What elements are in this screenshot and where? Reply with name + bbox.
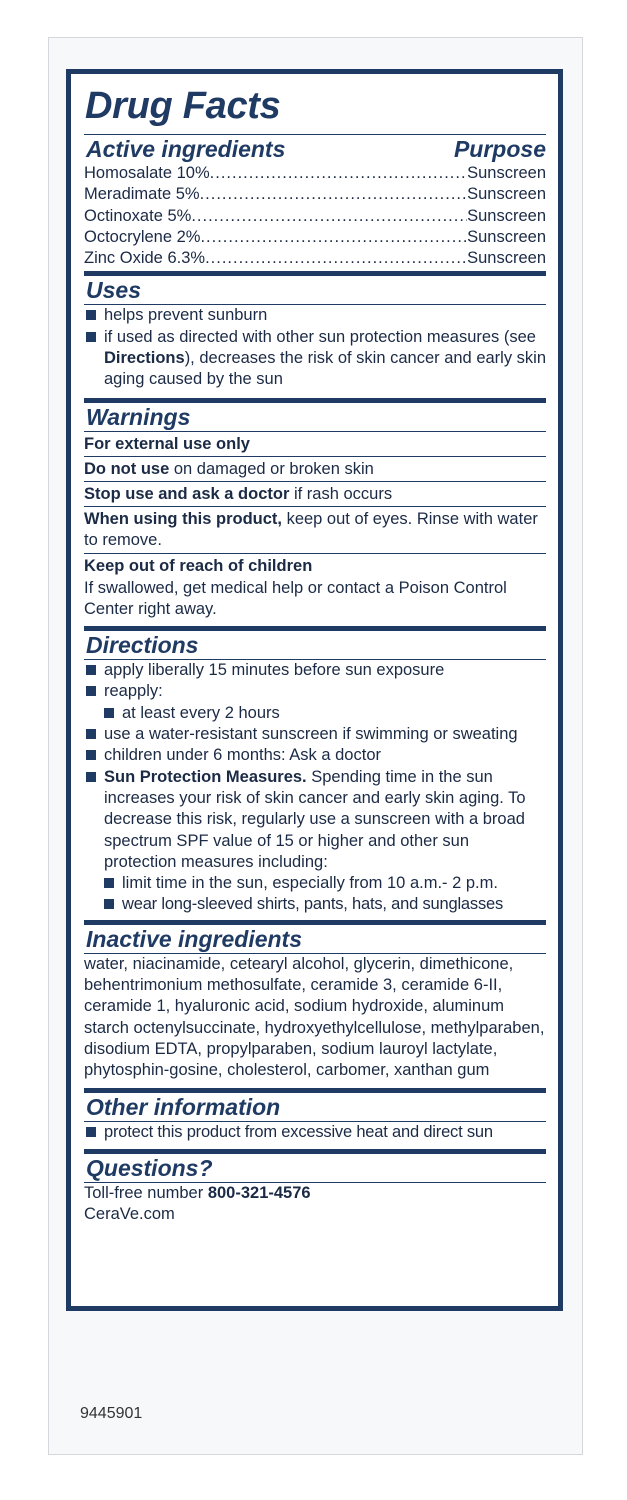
other-information-heading: Other information [86, 1093, 281, 1120]
warning-stop-use: Stop use and ask a doctor if rash occurs [84, 484, 393, 503]
questions-heading: Questions? [86, 1154, 213, 1181]
drug-facts-panel [66, 69, 563, 1311]
list-item: protect this product from excessive heat and direct sun [84, 1122, 546, 1143]
list-item: children under 6 months: Ask a doctor [84, 745, 546, 766]
bullet-square-icon [104, 899, 114, 909]
warning-do-not-use: Do not use on damaged or broken skin [84, 459, 374, 478]
active-ingredients-header [84, 135, 546, 163]
uses-heading: Uses [86, 277, 141, 304]
ingredient-purpose: Sunscreen [467, 227, 546, 246]
website: CeraVe.com [84, 1205, 175, 1224]
warning-external: For external use only [84, 434, 250, 453]
bullet-square-icon [86, 332, 96, 342]
list-item: if used as directed with other sun protection measures (see Directions), decreases the risk of skin cancer and early skin aging caused by the sun [84, 327, 546, 391]
warning-keep-out: Keep out of reach of children [84, 557, 313, 576]
active-ingredients-list [84, 163, 546, 269]
bullet-square-icon [86, 750, 96, 760]
list-item: helps prevent sunburn [84, 305, 546, 326]
bullet-square-icon [86, 310, 96, 320]
ingredient-name: Meradimate 5% [84, 185, 200, 204]
ingredient-purpose: Sunscreen [467, 164, 546, 182]
sub-list-item: wear long-sleeved shirts, pants, hats, and sunglasses [84, 894, 546, 915]
warning-when-using: When using this product, keep out of eyes. Rinse with water to remove. [84, 509, 538, 549]
active-ingredients-heading: Active ingredients [86, 136, 286, 162]
ingredient-row [84, 163, 546, 184]
ingredient-purpose: Sunscreen [467, 206, 546, 225]
sub-list-item: at least every 2 hours [84, 703, 546, 724]
bullet-square-icon [86, 1127, 96, 1137]
ingredient-row [84, 248, 546, 269]
bullet-square-icon [104, 708, 114, 718]
list-item: apply liberally 15 minutes before sun exposure [84, 660, 546, 681]
drug-facts-title: Drug Facts [85, 85, 281, 127]
bullet-square-icon [86, 772, 96, 782]
phone-number: 800-321-4576 [207, 1183, 311, 1202]
bullet-square-icon [86, 686, 96, 696]
purpose-heading: Purpose [453, 136, 546, 162]
inactive-ingredients-heading: Inactive ingredients [86, 925, 303, 952]
ingredient-row [84, 184, 546, 205]
ingredient-purpose: Sunscreen [467, 185, 546, 204]
ingredient-name: Homosalate 10% [84, 164, 210, 182]
ingredient-name: Octinoxate 5% [84, 206, 192, 225]
ingredient-row [84, 206, 546, 227]
warnings-heading: Warnings [86, 403, 191, 430]
ingredient-name: Zinc Oxide 6.3% [84, 249, 206, 268]
warning-keep-out-text: If swallowed, get medical help or contact a Poison Control Center right away. [84, 578, 507, 618]
bullet-square-icon [86, 729, 96, 739]
directions-heading: Directions [86, 632, 199, 659]
bullet-square-icon [86, 665, 96, 675]
inactive-ingredients-text: water, niacinamide, cetearyl alcohol, glycerin, dimethicone, behentrimonium methosulfate, ceramide 3, ceramide 6-II, ceramide 1, hyaluronic acid, sodium hydroxide, aluminum starch octenylsuccinate, hydroxyethylcellulose, methylparaben, disodium EDTA, propylparaben, sodium lauroyl lactylate, phytosphin-gosine, cholesterol, carbomer, xanthan gum [84, 954, 545, 1080]
list-item: reapply: [84, 681, 546, 702]
toll-free-line: Toll-free number 800-321-4576 [84, 1183, 311, 1202]
list-item: Sun Protection Measures. Spending time in the sun increases your risk of skin cancer and early skin aging. To decrease this risk, regularly use a sunscreen with a broad spectrum SPF value of 15 or higher and other sun protection measures including: [84, 767, 546, 873]
list-item: use a water-resistant sunscreen if swimming or sweating [84, 724, 546, 745]
ingredient-row [84, 227, 546, 248]
bullet-square-icon [104, 878, 114, 888]
sub-list-item: limit time in the sun, especially from 10 a.m.- 2 p.m. [84, 873, 546, 894]
ingredient-purpose: Sunscreen [467, 249, 546, 268]
product-code: 9445901 [80, 1405, 143, 1422]
ingredient-name: Octocrylene 2% [84, 227, 201, 246]
